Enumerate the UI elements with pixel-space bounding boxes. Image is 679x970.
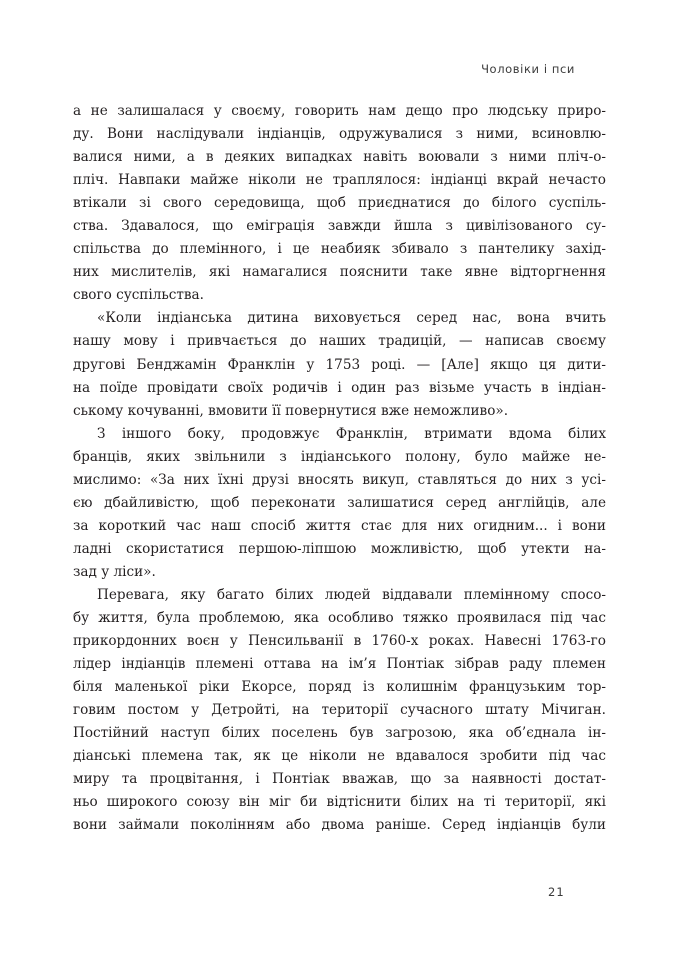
text-line: пліч. Навпаки майже ніколи не траплялося: індіанці вкрай нечасто [73,172,606,189]
text-line: ньо широкого союзу він міг би відтіснити білих на ті території, які [73,794,606,811]
text-line: мислимо: «За них їхні друзі вносять викуп, ставляться до них з усі- [73,471,606,488]
text-line: нашу мову і привчається до наших традицій, — написав своєму [73,333,606,350]
page-number: 21 [548,885,565,899]
running-head: Чоловіки і пси [481,62,575,76]
text-line: бу життя, була проблемою, яка особливо тяжко проявилася під час [73,610,606,627]
text-line: ства. Здавалося, що еміграція завжди йшла з цивілізованого су- [73,218,606,235]
text-line: другові Бенджамін Франклін у 1753 році. — [Але] якщо ця дити- [73,356,606,373]
text-line: втікали зі свого середовища, щоб приєднатися до білого суспіль- [73,195,606,212]
text-line: Постійний наступ білих поселень був загрозою, яка об’єднала ін- [73,725,606,742]
text-line: біля маленької ріки Екорсе, поряд із колишнім французьким тор- [73,679,606,696]
text-line: говим постом у Детройті, на території сучасного штату Мічиган. [73,702,606,719]
text-line: «Коли індіанська дитина виховується серед нас, вона вчить [97,310,606,327]
text-line: на поїде провідати своїх родичів і один раз візьме участь в індіан- [73,379,606,396]
text-line: З іншого боку, продовжує Франклін, втримати вдома білих [97,425,606,442]
text-line: єю дбайливістю, щоб переконати залишатися серед англійців, але [73,494,606,511]
text-line: за короткий час наш спосіб життя стає для них огидним... і вони [73,517,606,534]
text-line: Перевага, яку багато білих людей віддавали племінному спосо- [97,586,606,603]
body-text [73,100,606,838]
text-line: ду. Вони наслідували індіанців, одружувалися з ними, всиновлю- [73,126,606,143]
text-line: ладні скористатися першою-ліпшою можливістю, щоб утекти на- [73,540,606,557]
text-line: бранців, яких звільнили з індіанського полону, було майже не- [73,448,606,465]
text-line: вони займали поколінням або двома раніше. Серед індіанців були [73,817,606,834]
text-line: спільства до племінного, і це неабияк збивало з пантелику захід- [73,241,606,258]
text-line: них мислителів, які намагалися пояснити таке явне відторгнення [73,264,606,281]
text-line: лідер індіанців племені оттава на ім’я Понтіак зібрав раду племен [73,656,606,673]
text-line: миру та процвітання, і Понтіак вважав, що за наявності достат- [73,771,606,788]
text-line: валися ними, а в деяких випадках навіть воювали з ними пліч-о- [73,149,606,166]
text-line: ському кочуванні, вмовити її повернутися вже неможливо». [73,402,509,419]
text-line: свого суспільства. [73,287,204,304]
text-line: діанські племена так, як це ніколи не вдавалося зробити під час [73,748,606,765]
text-line: а не залишалася у своєму, говорить нам дещо про людську приро- [73,103,606,119]
text-line: прикордонних воєн у Пенсильванії в 1760-х роках. Навесні 1763-го [73,633,606,650]
text-line: зад у ліси». [73,563,156,580]
